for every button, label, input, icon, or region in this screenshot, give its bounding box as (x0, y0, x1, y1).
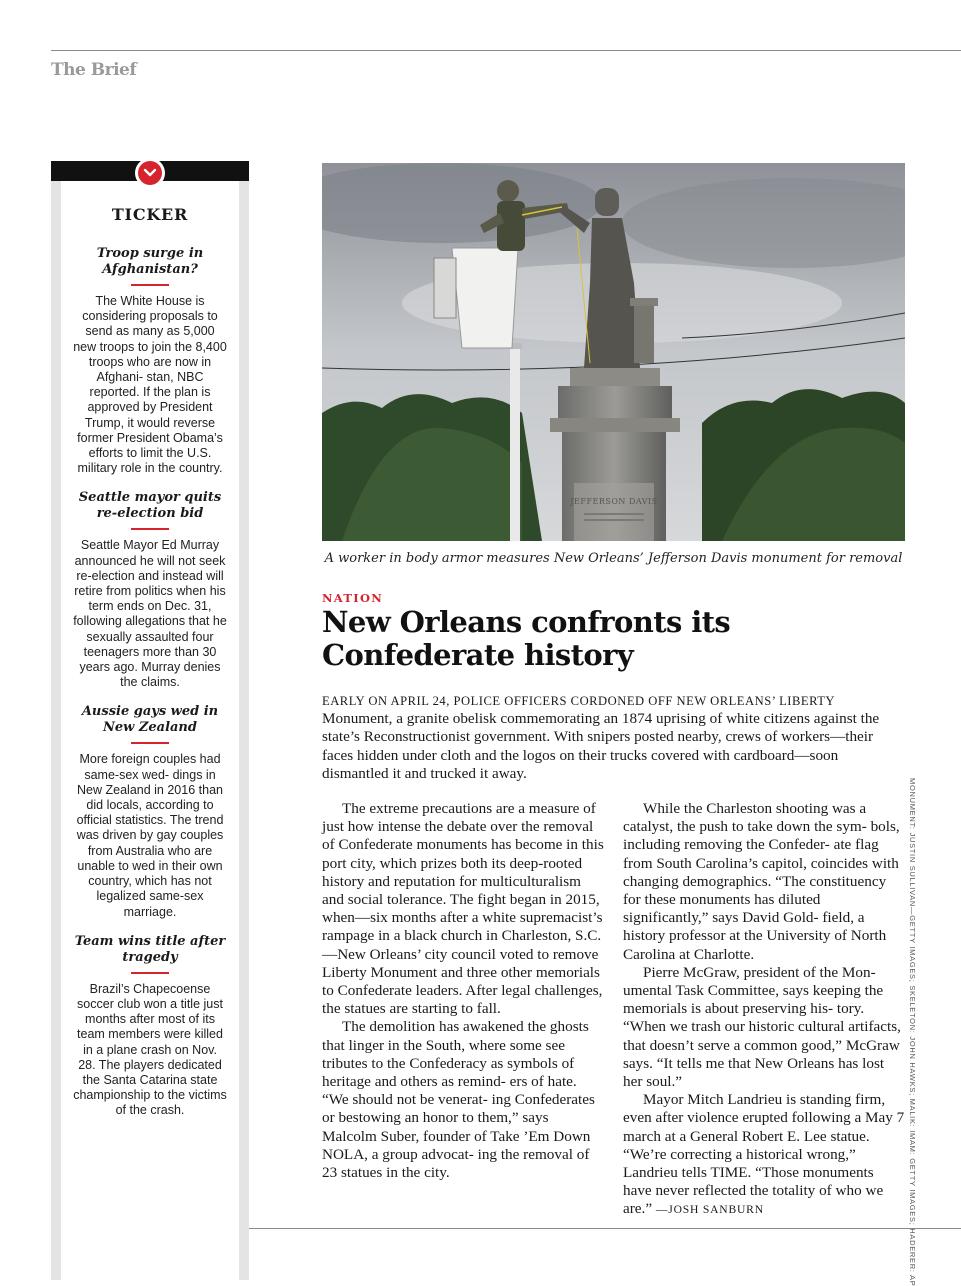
article-paragraph-text: Mayor Mitch Landrieu is standing firm, even after violence erupted following a May 7 march at a General Robert E. Lee statue. “We’re correcting a historical wrong,” Landrieu tells TIME. “Those monuments have never reflected the totality of who we are.” (623, 1091, 905, 1218)
monument-photo (322, 163, 905, 541)
article-paragraph: While the Charleston shooting was a catalyst, the push to take down the sym- bols, including removing the Confeder- ate flag from South Carolina’s capitol, coincides with changing demographics. “The constituency for these monuments has diluted significantly,” says David Gold- field, a history professor at the University of North Carolina at Charlotte. (623, 800, 900, 963)
pedestal-inscription: JEFFERSON DAVIS (570, 497, 658, 506)
ticker-sidebar (51, 161, 249, 1280)
ticker-item-body: More foreign couples had same-sex wed- dings in New Zealand in 2016 than did locals, according to official statistics. The trend was driven by gay couples from Australia who are unable to wed in their own country, which has not legalized same-sex marriage. (76, 752, 224, 919)
ticker-item-body: The White House is considering proposals to send as many as 5,000 new troops to join the 8,400 troops who are now in Afghani- stan, NBC reported. If the plan is approved by President Trump, it would reverse former President Obama’s efforts to limit the U.S. military role in the country. (73, 294, 227, 476)
ticker-divider (131, 284, 169, 286)
photo-caption: A worker in body armor measures New Orleans’ Jefferson Davis monument for removal (324, 551, 903, 566)
article-column-1 (322, 800, 604, 1182)
ticker-item-headline: Aussie gays wed in New Zealand (81, 704, 219, 736)
section-kicker: NATION (322, 591, 384, 605)
article-paragraph: Pierre McGraw, president of the Mon- umental Task Committee, says keeping the memorials is about preserving his- tory. “When we trash our historic cultural artifacts, that doesn’t serve a common good,” McGraw says. “It tells me that New Orleans has lost her soul.” (623, 963, 901, 1091)
article-headline: New Orleans confronts its Confederate history (322, 605, 731, 672)
section-label: The Brief (51, 60, 137, 80)
ticker-item-headline: Troop surge in Afghanistan? (96, 246, 204, 277)
chevron-down-icon (138, 161, 162, 185)
photo-credit-text: MONUMENT: JUSTIN SULLIVAN—GETTY IMAGES; SKELETON: JOHN HAWKS; MALIK: IMAM: GETTY IMAGES; HADERER: AP (908, 778, 917, 1286)
article-column-2 (623, 800, 905, 1220)
photo-credit (908, 778, 927, 1286)
ticker-title: TICKER (111, 205, 189, 224)
ticker-item-headline: Team wins title after tragedy (74, 933, 226, 965)
ticker-item (61, 246, 239, 476)
ticker-item (61, 704, 239, 919)
lede-opening-caps: EARLY ON APRIL 24, POLICE OFFICERS CORDONED OFF NEW ORLEANS’ LIBERTY (322, 694, 836, 708)
ticker-item-body: Brazil’s Chapecoense soccer club won a title just months after most of its team members were killed in a plane crash on Nov. 28. The players dedicated the Santa Catarina state championship to the victims of the crash. (73, 981, 227, 1118)
article-lede (322, 692, 905, 783)
ticker-item (61, 934, 239, 1119)
ticker-panel (61, 181, 239, 1280)
article-paragraph: The extreme precautions are a measure of just how intense the debate over the removal of Confederate monuments has become in this port city, which prizes both its deep-rooted history and reputation for multiculturalism and social tolerance. The fight began in 2015, when—six months after a white supremacist’s rampage in a black church in Charleston, S.C.—New Orleans’ city council voted to remove Liberty Monument and three other memorials to Confederate leaders. After legal challenges, the statues are starting to fall. (322, 800, 604, 1018)
lede-text: Monument, a granite obelisk commemorating an 1874 uprising of white citizens against the state’s Reconstructionist government. With snipers posted nearby, crews of workers—their faces hidden under cloth and the logos on their trucks covered with cardboard—soon dismantled it and trucked it away. (322, 710, 880, 782)
ticker-divider (131, 528, 169, 530)
bottom-rule (249, 1228, 961, 1229)
ticker-divider (131, 742, 169, 744)
ticker-item-body: Seattle Mayor Ed Murray announced he will not seek re-election and instead will retire from politics when his term ends on Dec. 31, following allegations that he sexually assaulted four teenagers more than 30 years ago. Murray denies the claims. (73, 538, 227, 690)
article-paragraph: The demolition has awakened the ghosts that linger in the South, where some see tributes to the Confederacy as symbols of heritage and others as remind- ers of hate. “We should not be venerat- ing Confederates or bestowing an honor to them,” says Malcolm Suber, founder of Take ’Em Down NOLA, a group advocat- ing the removal of 23 statues in the city. (322, 1018, 595, 1182)
ticker-divider (131, 972, 169, 974)
ticker-item (61, 490, 239, 690)
top-rule (51, 50, 961, 51)
ticker-item-headline: Seattle mayor quits re-election bid (78, 490, 222, 522)
article-paragraph-final (623, 1091, 905, 1219)
byline: —JOSH SANBURN (655, 1203, 764, 1217)
